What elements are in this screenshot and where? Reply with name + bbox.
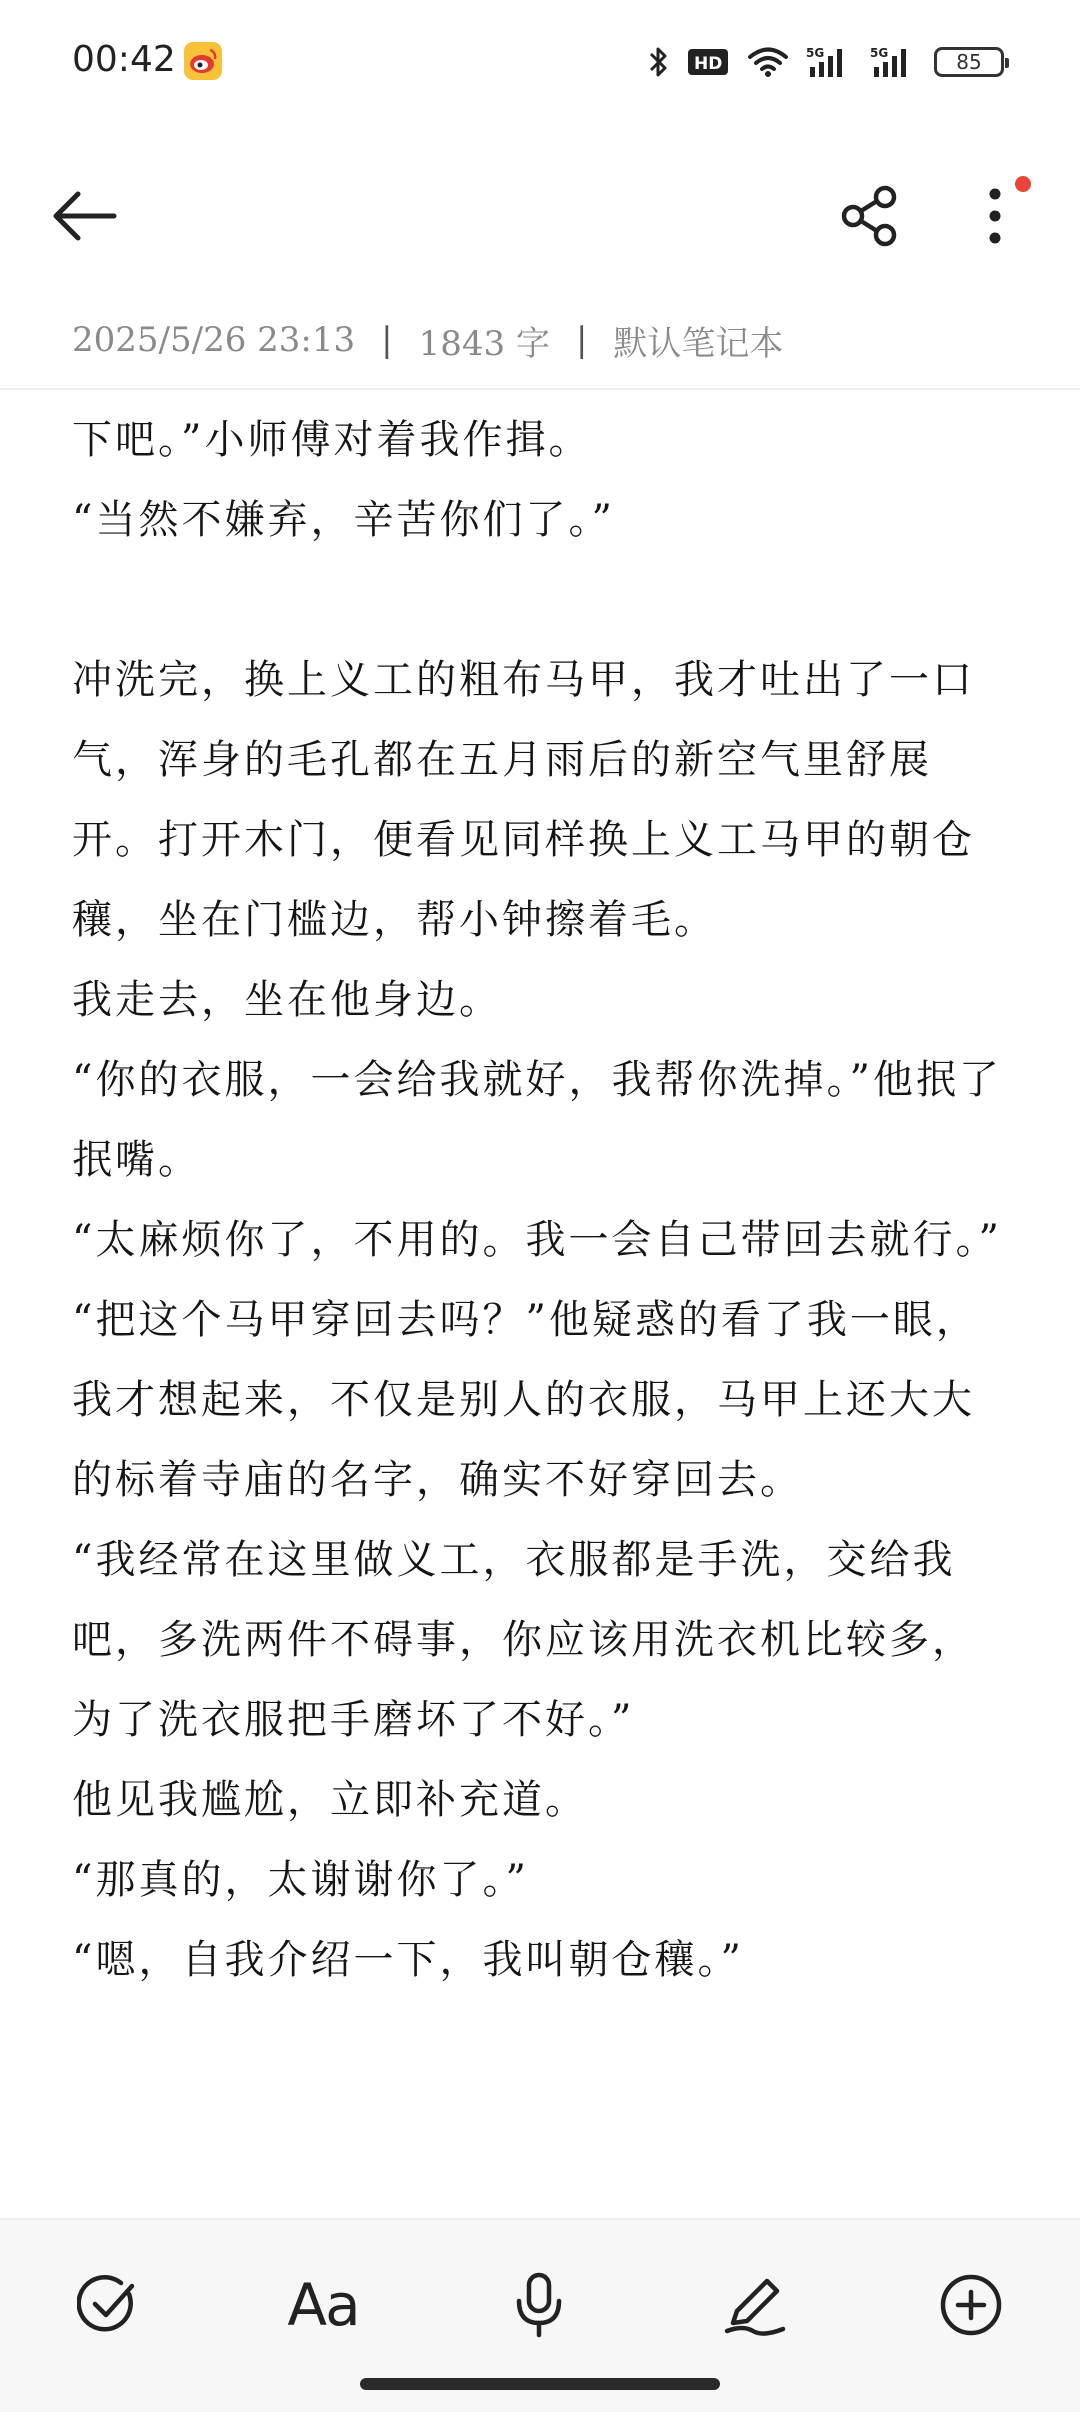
note-blank-line	[72, 560, 1002, 640]
text-format-icon: Aa	[287, 2271, 359, 2339]
note-datetime: 2025/5/26 23:13	[72, 320, 356, 360]
note-toolbar	[0, 150, 1080, 280]
add-circle-icon	[939, 2273, 1003, 2337]
note-meta	[72, 312, 783, 368]
network-label: 5G	[870, 46, 889, 60]
note-line: “把这个马甲穿回去吗？”他疑惑的看了我一眼，我才想起来，不仅是别人的衣服，马甲上还大大的标着寺庙的名字，确实不好穿回去。	[72, 1297, 979, 1503]
wifi-icon	[748, 46, 788, 78]
meta-separator: |	[575, 320, 588, 360]
meta-separator: |	[381, 320, 393, 360]
status-bar	[0, 0, 1080, 120]
notebook-name[interactable]: 默认笔记本	[613, 323, 784, 364]
battery-level: 85	[956, 50, 982, 74]
home-indicator[interactable]	[360, 2378, 720, 2390]
divider	[0, 388, 1080, 390]
handwriting-button[interactable]	[700, 2250, 810, 2360]
note-line: 他见我尴尬，立即补充道。	[72, 1777, 588, 1823]
add-button[interactable]	[916, 2250, 1026, 2360]
signal-5g-icon	[806, 45, 852, 79]
weibo-icon	[184, 42, 222, 80]
word-count: 1843 字	[418, 323, 550, 364]
back-button[interactable]	[40, 176, 130, 256]
share-button[interactable]	[820, 176, 920, 256]
arrow-left-icon	[50, 188, 120, 244]
notification-dot	[1015, 176, 1031, 192]
network-label: 5G	[806, 46, 825, 60]
note-line: “我经常在这里做义工，衣服都是手洗，交给我吧，多洗两件不碍事，你应该用洗衣机比较多，为了洗衣服把手磨坏了不好。”	[72, 1537, 975, 1743]
text-format-button[interactable]	[268, 2250, 378, 2360]
status-icons	[648, 38, 1004, 86]
checkbox-icon	[77, 2274, 139, 2336]
bluetooth-icon	[648, 45, 670, 79]
note-line: “你的衣服，一会给我就好，我帮你洗掉。”他抿了抿嘴。	[72, 1057, 1002, 1183]
note-line: 冲洗完，换上义工的粗布马甲，我才吐出了一口气，浑身的毛孔都在五月雨后的新空气里舒展开。打开木门，便看见同样换上义工马甲的朝仓穰，坐在门槛边，帮小钟擦着毛。	[72, 657, 975, 943]
share-icon	[839, 185, 901, 247]
pen-icon	[723, 2273, 787, 2337]
more-vertical-icon	[985, 186, 1005, 246]
note-line: “当然不嫌弃，辛苦你们了。”	[72, 497, 615, 543]
voice-input-button[interactable]	[484, 2250, 594, 2360]
note-line: 下吧。”小师傅对着我作揖。	[72, 417, 592, 463]
battery-indicator	[934, 47, 1004, 77]
status-time: 00:42	[72, 39, 176, 80]
hd-icon	[688, 47, 730, 77]
note-line: 我走去，坐在他身边。	[72, 977, 502, 1023]
hd-label: HD	[694, 54, 723, 74]
note-line: “那真的，太谢谢你了。”	[72, 1857, 529, 1903]
note-line: “嗯，自我介绍一下，我叫朝仓穰。”	[72, 1937, 744, 1983]
note-line: “太麻烦你了，不用的。我一会自己带回去就行。”	[72, 1217, 1002, 1263]
signal-5g-icon	[870, 45, 916, 79]
checklist-button[interactable]	[53, 2250, 163, 2360]
microphone-icon	[513, 2272, 565, 2338]
note-body[interactable]	[72, 400, 1002, 2218]
